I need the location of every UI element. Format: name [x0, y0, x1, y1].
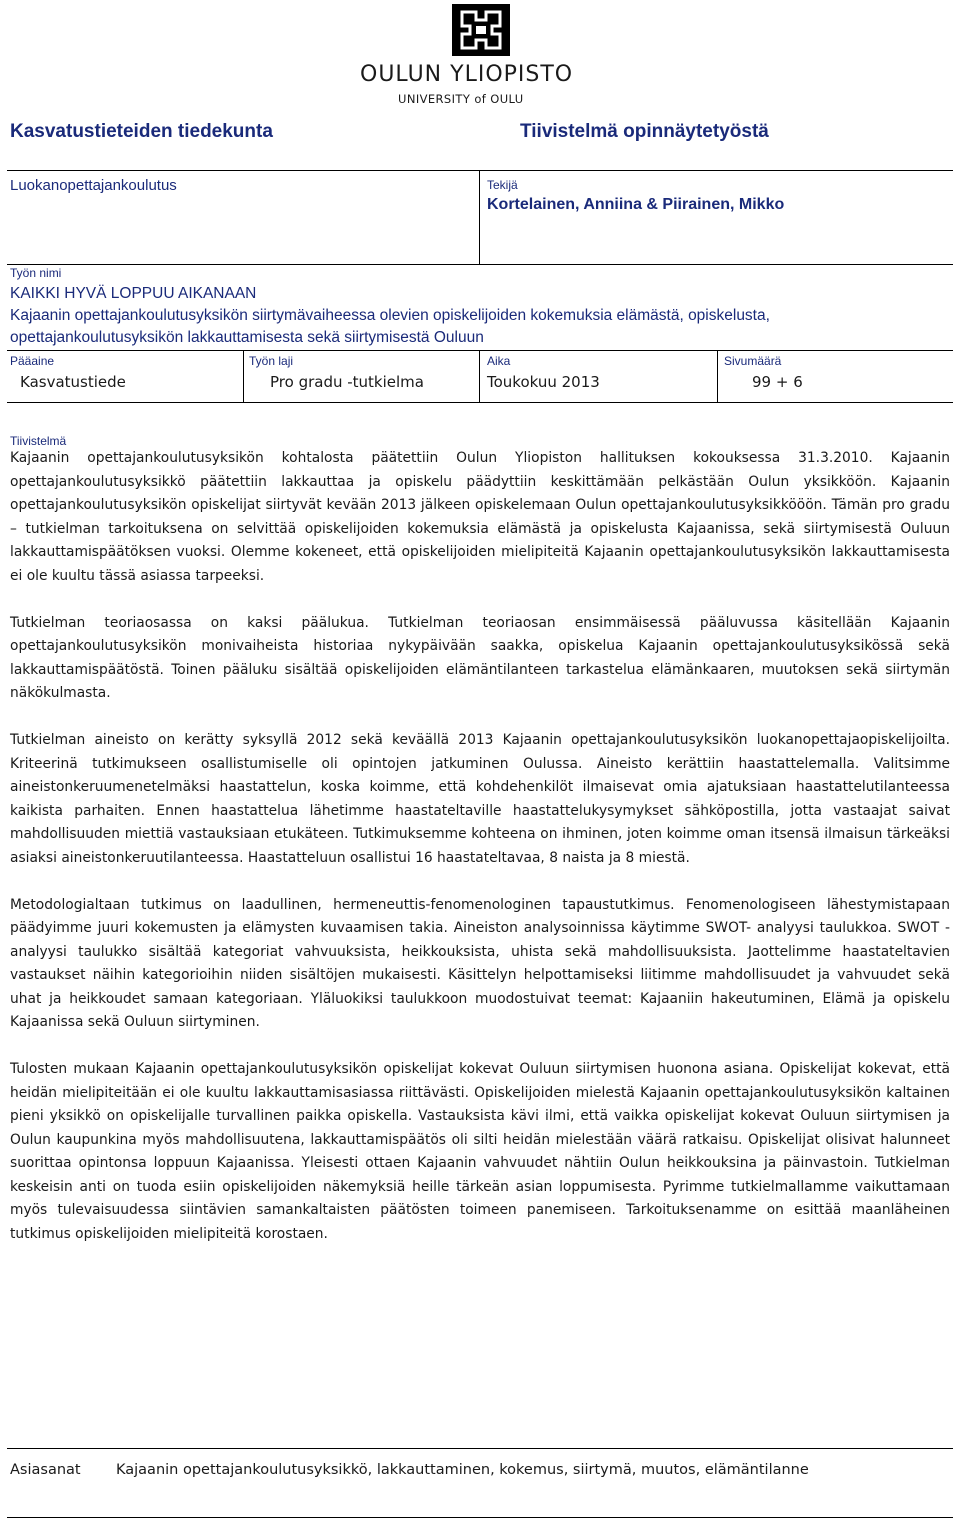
work-title-line: Kajaanin opettajankoulutusyksikön siirtymävaiheessa olevien opiskelijoiden kokemuksia elämästä, opiskelusta, — [10, 307, 770, 324]
summary-paragraph: Metodologialtaan tutkimus on laadullinen, hermeneuttis-fenomenologinen tapaustutkimus. Fenomenologiseen lähestymistapaan päädyimme juuri kokemusten ja elämysten kuvaamisen takia. Aineiston analysoinnissa käytimme SWOT- analyysi taulukkoa. SWOT -analyysi taulukko sisältää kategoriat vahvuuksista, heikkouksista, uhista sekä mahdollisuuksista. Jaottelimme haastateltavien vastaukset näihin kategorioihin niiden sisältöjen mukaisesti. Käsittelyn helpottamiseksi liitimme mahdollisuudet ja vahvuudet sekä uhat ja heikkoudet samaan kategoriaan. Yläluokiksi taulukkoon muodostuivat teemat: Kajaaniin hakeutuminen, Elämä ja opiskelu Kajaanissa sekä Ouluun siirtyminen. — [10, 896, 950, 1030]
divider — [717, 350, 718, 402]
divider — [479, 350, 480, 402]
divider — [7, 264, 953, 265]
degree-program: Luokanopettajankoulutus — [10, 177, 177, 194]
university-subtitle: UNIVERSITY of OULU — [398, 92, 524, 106]
author-label: Tekijä — [487, 178, 518, 192]
university-name: OULUN YLIOPISTO — [360, 62, 574, 87]
divider — [7, 170, 953, 171]
summary-paragraph: Tutkielman aineisto on kerätty syksyllä 2012 sekä keväällä 2013 Kajaanin opettajankoulutusyksikön luokanopettajaopiskelijoilta. Kriteerinä tutkimukseen osallistumiselle oli opintojen jatkuminen Oulussa. Aineisto kerättiin haastattelemalla. Valitsimme aineistonkeruumenetelmäksi haastattelun, koska koimme, että kohdehenkilöt ilmaisevat omia ajatuksiaan haastattelutilanteessa kaikista parhaiten. Ennen haastattelua lähetimme haastateltaville haastattelukysymykset sähköpostilla, jotta vastaajat saivat mahdollisuuden miettiä vastauksiaan etukäteen. Tutkimuksemme kohteena on ihminen, joten koimme oman itsensä ilmaisun tärkeäksi asiaksi aineistonkeruutilanteessa. Haastatteluun osallistui 16 haastateltavaa, 8 naista ja 8 miestä. — [10, 732, 950, 866]
divider — [243, 350, 244, 402]
divider — [7, 1517, 953, 1518]
summary-label: Tiivistelmä — [10, 434, 67, 448]
document-type-heading: Tiivistelmä opinnäytetyöstä — [520, 121, 769, 142]
date-value: Toukokuu 2013 — [487, 373, 600, 391]
work-type-label: Työn laji — [249, 354, 294, 368]
work-title-label: Työn nimi — [10, 266, 62, 280]
summary-body — [10, 447, 950, 1270]
divider — [7, 402, 953, 403]
work-title-line: opettajankoulutusyksikön lakkauttamisesta sekä siirtymisestä Ouluun — [10, 329, 484, 346]
university-emblem-icon — [452, 4, 510, 56]
university-logo — [360, 0, 600, 110]
summary-paragraph: Tutkielman teoriaosassa on kaksi päälukua. Tutkielman teoriaosan ensimmäisessä pääluvussa käsitellään Kajaanin opettajankoulutusyksikön monivaiheista historiaa nykypäivään saakka, opiskelua Kajaanin opettajankoulutusyksikössä sekä lakkauttamispäätöstä. Toinen pääluku sisältää opiskelijoiden elämäntilanteen tarkastelua elämänkaaren, muutoksen sekä siirtymän näkökulmasta. — [10, 614, 950, 701]
keywords-label: Asiasanat — [10, 1462, 81, 1478]
date-label: Aika — [487, 354, 511, 368]
major-label: Pääaine — [10, 354, 55, 368]
divider — [7, 1448, 953, 1449]
keywords-value: Kajaanin opettajankoulutusyksikkö, lakkauttaminen, kokemus, siirtymä, muutos, elämäntilanne — [116, 1462, 809, 1478]
author-names: Kortelainen, Anniina & Piirainen, Mikko — [487, 196, 785, 213]
divider — [7, 350, 953, 351]
faculty-heading: Kasvatustieteiden tiedekunta — [10, 121, 273, 142]
page-count-label: Sivumäärä — [724, 354, 782, 368]
summary-paragraph: Kajaanin opettajankoulutusyksikön kohtalosta päätettiin Oulun Yliopiston hallituksen kokouksessa 31.3.2010. Kajaanin opettajankoulutusyksikkö päätettiin lakkauttaa ja opiskelu päädyttiin keskittämään pelkästään Oulun yksikköön. Kajaanin opettajankoulutusyksikön opiskelijat siirtyvät kevään 2013 jälkeen opiskelemaan Oulun opettajankoulutusyksikkööön. Tämän pro gradu – tutkielman tarkoituksena on selvittää opiskelijoiden kokemuksia elämästä ja opiskelusta Kajaanissa, sekä siirtymisestä Ouluun lakkauttamispäätöksen vuoksi. Olemme kokeneet, että opiskelijoiden mielipiteitä Kajaanin opettajankoulutusyksikön lakkauttamisesta ei ole kuultu tässä asiassa tarpeeksi. — [10, 450, 950, 584]
divider — [479, 170, 480, 264]
work-title-line: KAIKKI HYVÄ LOPPUU AIKANAAN — [10, 285, 257, 302]
major-value: Kasvatustiede — [20, 373, 126, 391]
page-count-value: 99 + 6 — [752, 373, 803, 391]
summary-paragraph: Tulosten mukaan Kajaanin opettajankoulutusyksikön opiskelijat kokevat Ouluun siirtymisen huonona asiana. Opiskelijat kokevat, että heidän mielipiteitään ei ole kuultu lakkauttamisasiassa riittävästi. Opiskelijoiden mielestä Kajaanin opettajankoulutusyksikön kaltainen pieni yksikkö on opiskelijalle turvallinen paikka opiskella. Vastauksista kävi ilmi, että vaikka opiskelijat kokevat Ouluun siirtymisen ja Oulun kaupunkina myös mahdollisuutena, lakkauttamispäätös oli silti heidän mielestään väärä ratkaisu. Opiskelijat olisivat halunneet suorittaa opintonsa loppuun Kajaanissa. Yleisesti ottaen Kajaanin vahvuudet nähtiin Oulun heikkouksina ja päinvastoin. Tutkielman keskeisin anti on tuoda esiin opiskelijoiden näkemyksiä heille tärkeän asian loppumisesta. Pyrimme tutkielmallamme vaikuttamaan myös tulevaisuudessa siintävien samankaltaisten päätösten toimeen panemiseen. Tarkoituksenamme on esittää maanläheinen tutkimus opiskelijoiden mielipiteitä korostaen. — [10, 1061, 950, 1242]
work-type-value: Pro gradu -tutkielma — [270, 373, 424, 391]
